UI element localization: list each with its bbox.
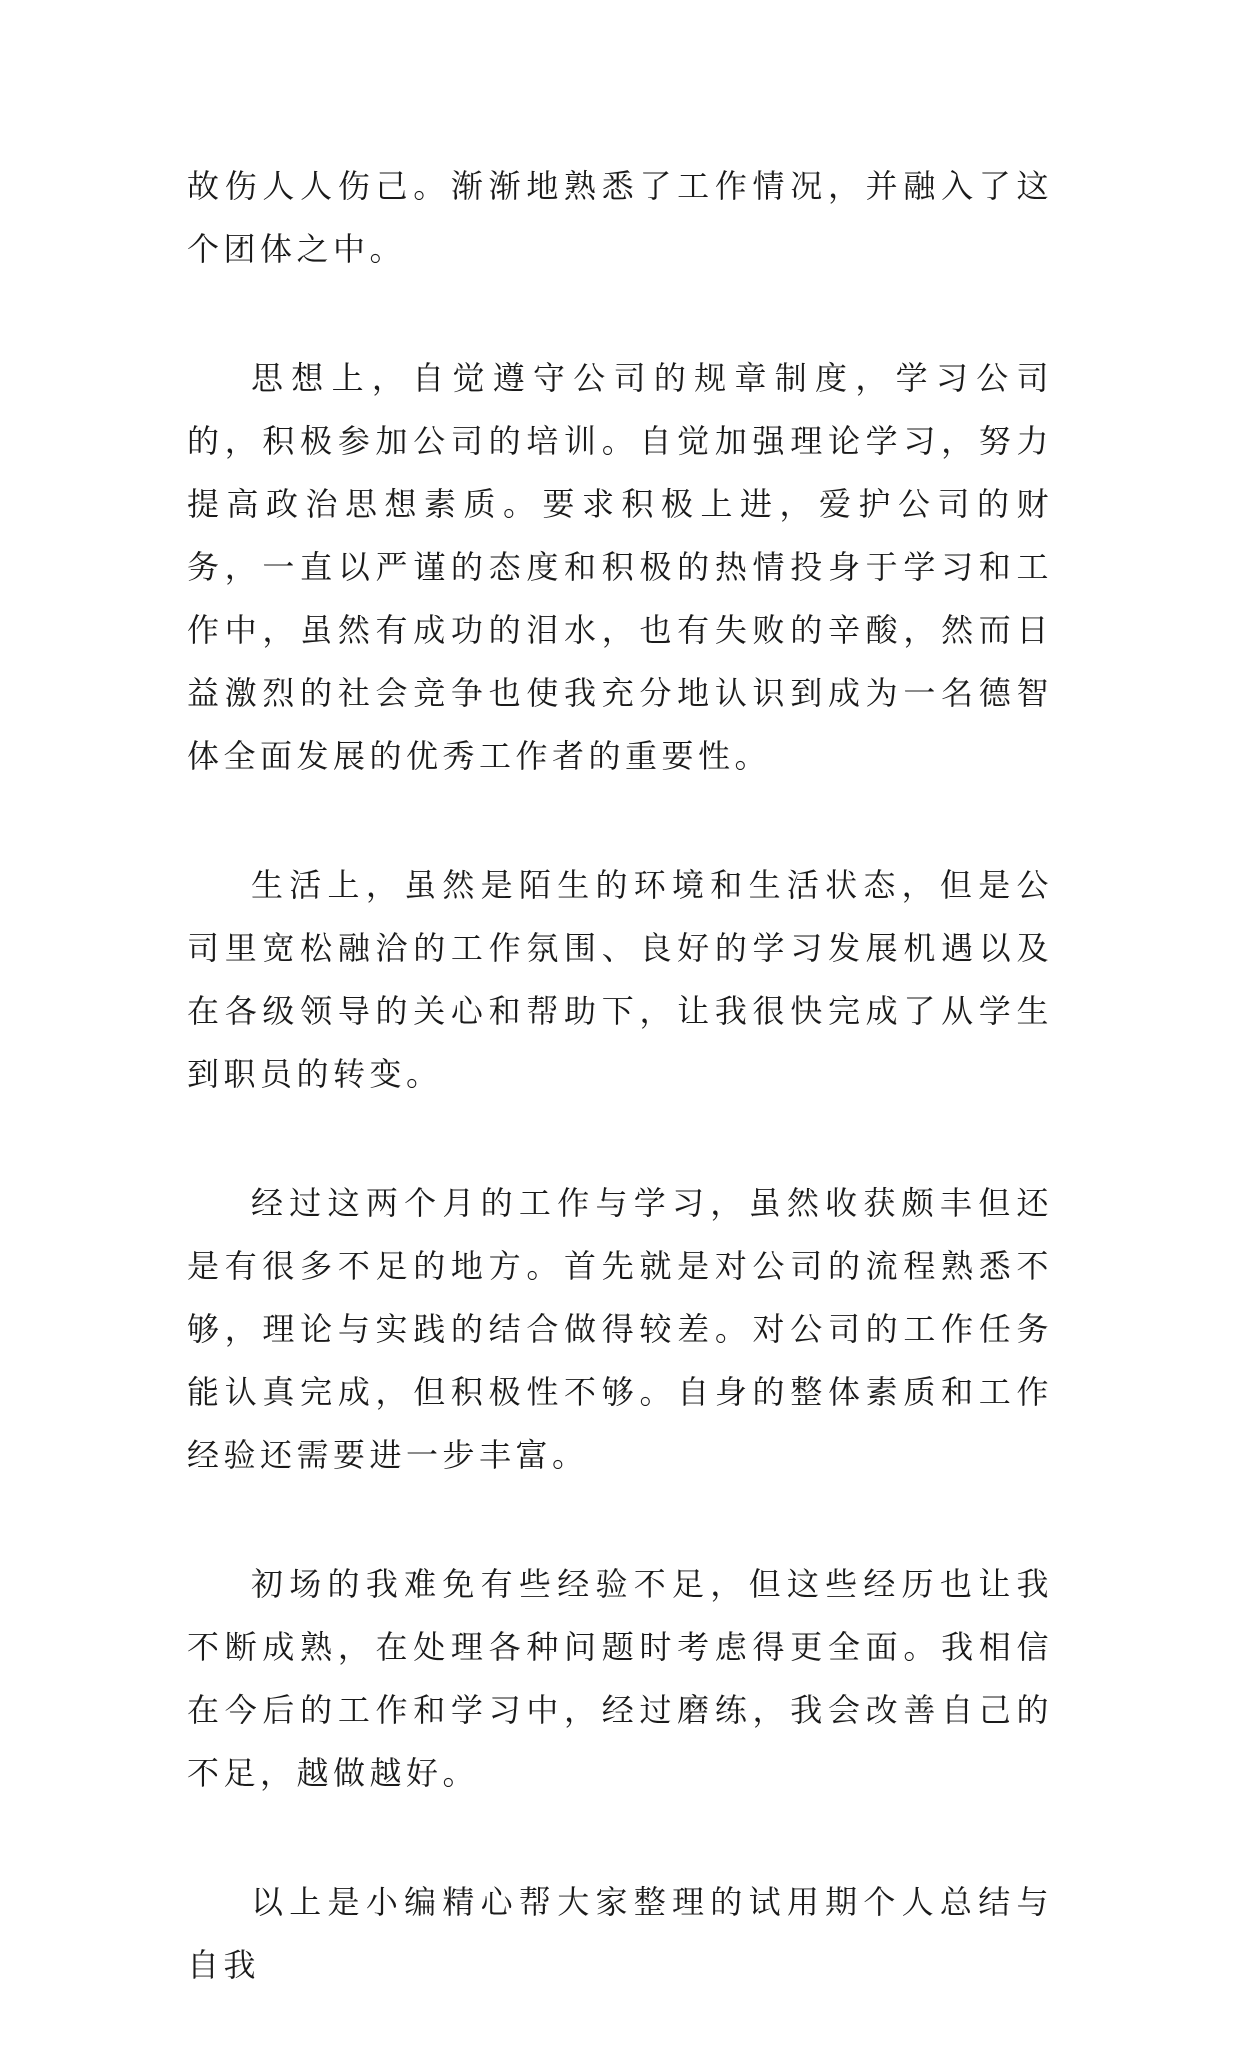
paragraph-5: 初场的我难免有些经验不足，但这些经历也让我不断成熟，在处理各种问题时考虑得更全面。我相信在今后的工作和学习中，经过磨练，我会改善自己的不足，越做越好。 [187, 1565, 1053, 1792]
paragraph-2: 思想上，自觉遵守公司的规章制度，学习公司的，积极参加公司的培训。自觉加强理论学习，努力提高政治思想素质。要求积极上进，爱护公司的财务，一直以严谨的态度和积极的热情投身于学习和工作中，虽然有成功的泪水，也有失败的辛酸，然而日益激烈的社会竞争也使我充分地认识到成为一名德智体全面发展的优秀工作者的重要性。 [187, 359, 1053, 775]
paragraph-1: 故伤人人伤己。渐渐地熟悉了工作情况，并融入了这个团体之中。 [187, 167, 1053, 268]
paragraph-4: 经过这两个月的工作与学习，虽然收获颇丰但还是有很多不足的地方。首先就是对公司的流程熟悉不够，理论与实践的结合做得较差。对公司的工作任务能认真完成，但积极性不够。自身的整体素质和工作经验还需要进一步丰富。 [187, 1184, 1053, 1474]
paragraph-3: 生活上，虽然是陌生的环境和生活状态，但是公司里宽松融洽的工作氛围、良好的学习发展机遇以及在各级领导的关心和帮助下，让我很快完成了从学生到职员的转变。 [187, 866, 1053, 1093]
paragraph-6: 以上是小编精心帮大家整理的试用期个人总结与自我 [187, 1883, 1053, 1984]
document-body [187, 155, 1053, 2063]
